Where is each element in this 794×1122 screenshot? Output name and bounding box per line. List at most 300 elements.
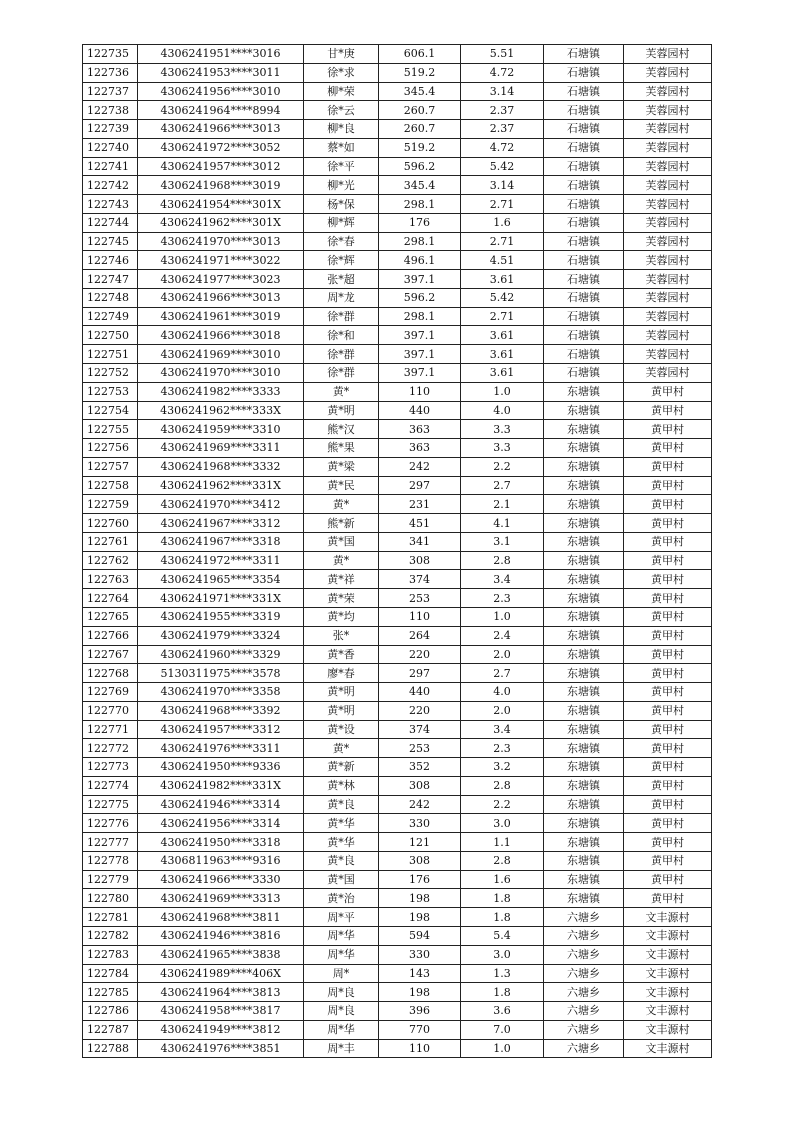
cell-id-number: 4306241977****3023 <box>138 270 304 289</box>
cell-amount: 242 <box>379 457 461 476</box>
cell-amount: 253 <box>379 589 461 608</box>
cell-village: 文丰源村 <box>624 945 712 964</box>
cell-name: 黄*梁 <box>304 457 379 476</box>
cell-village: 文丰源村 <box>624 908 712 927</box>
cell-amount: 397.1 <box>379 326 461 345</box>
cell-name: 徐*平 <box>304 157 379 176</box>
cell-value: 7.0 <box>461 1020 544 1039</box>
cell-town: 六塘乡 <box>544 964 624 983</box>
cell-village: 芙蓉园村 <box>624 195 712 214</box>
cell-amount: 298.1 <box>379 232 461 251</box>
cell-id-number: 4306241982****331X <box>138 776 304 795</box>
cell-village: 芙蓉园村 <box>624 213 712 232</box>
cell-row-id: 122774 <box>83 776 138 795</box>
cell-name: 徐*春 <box>304 232 379 251</box>
cell-village: 黄甲村 <box>624 551 712 570</box>
cell-amount: 260.7 <box>379 101 461 120</box>
cell-value: 2.3 <box>461 739 544 758</box>
cell-amount: 198 <box>379 908 461 927</box>
cell-name: 黄*明 <box>304 701 379 720</box>
cell-id-number: 4306241950****9336 <box>138 758 304 777</box>
cell-value: 3.61 <box>461 270 544 289</box>
cell-row-id: 122788 <box>83 1039 138 1058</box>
cell-town: 东塘镇 <box>544 439 624 458</box>
cell-town: 六塘乡 <box>544 1039 624 1058</box>
cell-town: 石塘镇 <box>544 232 624 251</box>
cell-town: 六塘乡 <box>544 983 624 1002</box>
cell-id-number: 4306241959****3310 <box>138 420 304 439</box>
cell-row-id: 122786 <box>83 1002 138 1021</box>
cell-id-number: 4306241957****3312 <box>138 720 304 739</box>
cell-name: 周*良 <box>304 1002 379 1021</box>
cell-id-number: 4306241970****3412 <box>138 495 304 514</box>
cell-amount: 298.1 <box>379 195 461 214</box>
cell-amount: 594 <box>379 926 461 945</box>
cell-row-id: 122749 <box>83 307 138 326</box>
cell-row-id: 122758 <box>83 476 138 495</box>
table-row <box>83 983 712 1002</box>
cell-village: 芙蓉园村 <box>624 157 712 176</box>
cell-id-number: 4306241969****3311 <box>138 439 304 458</box>
cell-village: 黄甲村 <box>624 720 712 739</box>
cell-value: 2.37 <box>461 120 544 139</box>
table-row <box>83 870 712 889</box>
cell-value: 1.8 <box>461 889 544 908</box>
cell-amount: 363 <box>379 439 461 458</box>
cell-value: 3.4 <box>461 570 544 589</box>
cell-village: 芙蓉园村 <box>624 270 712 289</box>
cell-village: 文丰源村 <box>624 1039 712 1058</box>
cell-value: 2.3 <box>461 589 544 608</box>
cell-village: 黄甲村 <box>624 476 712 495</box>
cell-name: 黄*均 <box>304 607 379 626</box>
cell-row-id: 122776 <box>83 814 138 833</box>
table-row <box>83 607 712 626</box>
cell-row-id: 122757 <box>83 457 138 476</box>
cell-value: 1.6 <box>461 213 544 232</box>
table-row <box>83 101 712 120</box>
cell-amount: 253 <box>379 739 461 758</box>
cell-village: 芙蓉园村 <box>624 288 712 307</box>
cell-id-number: 4306241972****3311 <box>138 551 304 570</box>
cell-id-number: 4306241967****3312 <box>138 514 304 533</box>
cell-value: 2.71 <box>461 307 544 326</box>
cell-village: 文丰源村 <box>624 964 712 983</box>
table-row <box>83 382 712 401</box>
cell-town: 东塘镇 <box>544 870 624 889</box>
cell-village: 芙蓉园村 <box>624 307 712 326</box>
cell-row-id: 122777 <box>83 833 138 852</box>
cell-amount: 110 <box>379 382 461 401</box>
cell-village: 芙蓉园村 <box>624 326 712 345</box>
cell-name: 黄*国 <box>304 870 379 889</box>
cell-village: 黄甲村 <box>624 683 712 702</box>
cell-id-number: 4306241962****301X <box>138 213 304 232</box>
cell-amount: 264 <box>379 626 461 645</box>
cell-name: 黄*明 <box>304 683 379 702</box>
table-row <box>83 401 712 420</box>
cell-value: 1.6 <box>461 870 544 889</box>
cell-value: 2.71 <box>461 232 544 251</box>
cell-village: 芙蓉园村 <box>624 138 712 157</box>
table-row <box>83 758 712 777</box>
cell-village: 黄甲村 <box>624 382 712 401</box>
cell-amount: 374 <box>379 570 461 589</box>
cell-town: 东塘镇 <box>544 607 624 626</box>
cell-amount: 231 <box>379 495 461 514</box>
cell-village: 黄甲村 <box>624 589 712 608</box>
cell-name: 黄*香 <box>304 645 379 664</box>
cell-id-number: 4306241968****3332 <box>138 457 304 476</box>
table-row <box>83 926 712 945</box>
cell-value: 2.1 <box>461 495 544 514</box>
cell-town: 东塘镇 <box>544 514 624 533</box>
table-row <box>83 1020 712 1039</box>
cell-row-id: 122746 <box>83 251 138 270</box>
cell-amount: 110 <box>379 607 461 626</box>
cell-id-number: 4306241957****3012 <box>138 157 304 176</box>
cell-village: 芙蓉园村 <box>624 45 712 64</box>
cell-row-id: 122784 <box>83 964 138 983</box>
cell-value: 4.0 <box>461 683 544 702</box>
cell-row-id: 122783 <box>83 945 138 964</box>
cell-value: 5.42 <box>461 288 544 307</box>
table-body <box>83 45 712 1058</box>
cell-amount: 121 <box>379 833 461 852</box>
cell-town: 东塘镇 <box>544 551 624 570</box>
cell-amount: 198 <box>379 889 461 908</box>
cell-row-id: 122759 <box>83 495 138 514</box>
cell-id-number: 4306241979****3324 <box>138 626 304 645</box>
cell-id-number: 4306241953****3011 <box>138 63 304 82</box>
cell-value: 3.4 <box>461 720 544 739</box>
cell-value: 2.2 <box>461 457 544 476</box>
cell-name: 黄* <box>304 495 379 514</box>
cell-name: 熊*新 <box>304 514 379 533</box>
cell-town: 石塘镇 <box>544 45 624 64</box>
cell-row-id: 122773 <box>83 758 138 777</box>
cell-name: 徐*群 <box>304 364 379 383</box>
cell-value: 1.8 <box>461 983 544 1002</box>
cell-amount: 110 <box>379 1039 461 1058</box>
cell-row-id: 122753 <box>83 382 138 401</box>
cell-name: 周*平 <box>304 908 379 927</box>
cell-town: 东塘镇 <box>544 814 624 833</box>
cell-id-number: 4306241968****3392 <box>138 701 304 720</box>
table-row <box>83 739 712 758</box>
cell-amount: 308 <box>379 851 461 870</box>
cell-name: 黄*民 <box>304 476 379 495</box>
cell-amount: 596.2 <box>379 157 461 176</box>
cell-id-number: 4306241954****301X <box>138 195 304 214</box>
cell-value: 2.0 <box>461 645 544 664</box>
cell-name: 周*华 <box>304 926 379 945</box>
table-row <box>83 889 712 908</box>
cell-row-id: 122735 <box>83 45 138 64</box>
cell-name: 徐*群 <box>304 307 379 326</box>
cell-value: 2.8 <box>461 776 544 795</box>
cell-town: 石塘镇 <box>544 101 624 120</box>
cell-amount: 397.1 <box>379 270 461 289</box>
cell-amount: 297 <box>379 664 461 683</box>
cell-name: 柳*荣 <box>304 82 379 101</box>
table-row <box>83 514 712 533</box>
cell-value: 1.3 <box>461 964 544 983</box>
cell-row-id: 122771 <box>83 720 138 739</box>
cell-amount: 220 <box>379 701 461 720</box>
cell-row-id: 122737 <box>83 82 138 101</box>
cell-amount: 440 <box>379 683 461 702</box>
cell-amount: 220 <box>379 645 461 664</box>
cell-town: 东塘镇 <box>544 683 624 702</box>
cell-id-number: 4306241955****3319 <box>138 607 304 626</box>
cell-id-number: 4306241966****3013 <box>138 120 304 139</box>
cell-village: 芙蓉园村 <box>624 82 712 101</box>
cell-id-number: 4306241956****3314 <box>138 814 304 833</box>
cell-id-number: 4306811963****9316 <box>138 851 304 870</box>
cell-village: 黄甲村 <box>624 701 712 720</box>
cell-town: 东塘镇 <box>544 795 624 814</box>
cell-name: 周*丰 <box>304 1039 379 1058</box>
cell-name: 黄*治 <box>304 889 379 908</box>
cell-name: 周*龙 <box>304 288 379 307</box>
cell-value: 3.3 <box>461 439 544 458</box>
cell-town: 东塘镇 <box>544 570 624 589</box>
table-row <box>83 138 712 157</box>
cell-value: 2.0 <box>461 701 544 720</box>
cell-town: 东塘镇 <box>544 589 624 608</box>
cell-amount: 176 <box>379 870 461 889</box>
cell-id-number: 4306241970****3010 <box>138 364 304 383</box>
cell-row-id: 122769 <box>83 683 138 702</box>
cell-value: 3.3 <box>461 420 544 439</box>
cell-town: 石塘镇 <box>544 63 624 82</box>
cell-value: 3.1 <box>461 532 544 551</box>
cell-row-id: 122765 <box>83 607 138 626</box>
cell-name: 黄*祥 <box>304 570 379 589</box>
cell-town: 东塘镇 <box>544 382 624 401</box>
cell-id-number: 4306241971****331X <box>138 589 304 608</box>
cell-village: 黄甲村 <box>624 851 712 870</box>
cell-town: 六塘乡 <box>544 1002 624 1021</box>
table-row <box>83 195 712 214</box>
table-row <box>83 345 712 364</box>
cell-row-id: 122772 <box>83 739 138 758</box>
cell-amount: 345.4 <box>379 82 461 101</box>
cell-row-id: 122763 <box>83 570 138 589</box>
cell-name: 柳*良 <box>304 120 379 139</box>
cell-row-id: 122747 <box>83 270 138 289</box>
table-row <box>83 157 712 176</box>
cell-village: 文丰源村 <box>624 926 712 945</box>
cell-amount: 770 <box>379 1020 461 1039</box>
cell-village: 芙蓉园村 <box>624 251 712 270</box>
table-row <box>83 851 712 870</box>
cell-id-number: 4306241972****3052 <box>138 138 304 157</box>
cell-value: 2.8 <box>461 851 544 870</box>
table-row <box>83 532 712 551</box>
cell-name: 甘*庚 <box>304 45 379 64</box>
table-row <box>83 833 712 852</box>
cell-value: 3.6 <box>461 1002 544 1021</box>
cell-id-number: 4306241968****3019 <box>138 176 304 195</box>
cell-value: 3.61 <box>461 326 544 345</box>
table-row <box>83 364 712 383</box>
cell-amount: 330 <box>379 945 461 964</box>
cell-town: 六塘乡 <box>544 908 624 927</box>
cell-value: 2.37 <box>461 101 544 120</box>
cell-town: 石塘镇 <box>544 82 624 101</box>
cell-row-id: 122748 <box>83 288 138 307</box>
table-row <box>83 589 712 608</box>
table-row <box>83 570 712 589</box>
cell-amount: 297 <box>379 476 461 495</box>
cell-village: 芙蓉园村 <box>624 232 712 251</box>
cell-row-id: 122770 <box>83 701 138 720</box>
cell-value: 3.0 <box>461 945 544 964</box>
cell-value: 2.7 <box>461 664 544 683</box>
cell-town: 东塘镇 <box>544 476 624 495</box>
cell-row-id: 122743 <box>83 195 138 214</box>
cell-name: 黄* <box>304 551 379 570</box>
cell-town: 东塘镇 <box>544 420 624 439</box>
cell-row-id: 122768 <box>83 664 138 683</box>
cell-amount: 519.2 <box>379 63 461 82</box>
cell-id-number: 4306241962****331X <box>138 476 304 495</box>
table-row <box>83 232 712 251</box>
cell-row-id: 122761 <box>83 532 138 551</box>
cell-amount: 397.1 <box>379 345 461 364</box>
cell-amount: 308 <box>379 551 461 570</box>
cell-name: 蔡*如 <box>304 138 379 157</box>
cell-town: 石塘镇 <box>544 345 624 364</box>
cell-value: 2.2 <box>461 795 544 814</box>
cell-town: 东塘镇 <box>544 851 624 870</box>
cell-value: 3.2 <box>461 758 544 777</box>
cell-row-id: 122755 <box>83 420 138 439</box>
table-row <box>83 495 712 514</box>
cell-village: 黄甲村 <box>624 495 712 514</box>
table-row <box>83 213 712 232</box>
cell-name: 黄*华 <box>304 833 379 852</box>
table-row <box>83 645 712 664</box>
cell-row-id: 122779 <box>83 870 138 889</box>
table-row <box>83 701 712 720</box>
cell-value: 1.0 <box>461 382 544 401</box>
table-row <box>83 288 712 307</box>
cell-amount: 440 <box>379 401 461 420</box>
table-row <box>83 63 712 82</box>
cell-town: 石塘镇 <box>544 120 624 139</box>
cell-value: 2.4 <box>461 626 544 645</box>
cell-town: 东塘镇 <box>544 495 624 514</box>
cell-value: 3.61 <box>461 364 544 383</box>
table-row <box>83 439 712 458</box>
table-row <box>83 908 712 927</box>
cell-village: 黄甲村 <box>624 457 712 476</box>
cell-name: 熊*果 <box>304 439 379 458</box>
cell-name: 徐*云 <box>304 101 379 120</box>
cell-name: 黄*良 <box>304 851 379 870</box>
cell-name: 黄*林 <box>304 776 379 795</box>
cell-town: 石塘镇 <box>544 157 624 176</box>
cell-name: 黄*荣 <box>304 589 379 608</box>
cell-amount: 396 <box>379 1002 461 1021</box>
table-row <box>83 457 712 476</box>
cell-town: 东塘镇 <box>544 758 624 777</box>
cell-id-number: 4306241966****3018 <box>138 326 304 345</box>
cell-name: 徐*群 <box>304 345 379 364</box>
cell-town: 东塘镇 <box>544 701 624 720</box>
cell-village: 文丰源村 <box>624 1002 712 1021</box>
table-row <box>83 307 712 326</box>
cell-value: 4.72 <box>461 138 544 157</box>
cell-id-number: 4306241969****3010 <box>138 345 304 364</box>
cell-value: 3.61 <box>461 345 544 364</box>
cell-name: 徐*求 <box>304 63 379 82</box>
cell-row-id: 122764 <box>83 589 138 608</box>
cell-row-id: 122782 <box>83 926 138 945</box>
cell-name: 周*华 <box>304 1020 379 1039</box>
cell-value: 4.1 <box>461 514 544 533</box>
cell-id-number: 4306241946****3816 <box>138 926 304 945</box>
cell-row-id: 122740 <box>83 138 138 157</box>
cell-village: 芙蓉园村 <box>624 101 712 120</box>
cell-amount: 397.1 <box>379 364 461 383</box>
cell-village: 芙蓉园村 <box>624 345 712 364</box>
cell-amount: 176 <box>379 213 461 232</box>
cell-amount: 198 <box>379 983 461 1002</box>
cell-id-number: 4306241970****3013 <box>138 232 304 251</box>
cell-id-number: 4306241966****3330 <box>138 870 304 889</box>
cell-town: 六塘乡 <box>544 926 624 945</box>
table-row <box>83 1039 712 1058</box>
cell-amount: 298.1 <box>379 307 461 326</box>
cell-town: 石塘镇 <box>544 176 624 195</box>
cell-town: 东塘镇 <box>544 401 624 420</box>
cell-id-number: 4306241976****3851 <box>138 1039 304 1058</box>
cell-amount: 345.4 <box>379 176 461 195</box>
cell-id-number: 4306241965****3838 <box>138 945 304 964</box>
cell-name: 黄*国 <box>304 532 379 551</box>
cell-name: 黄*华 <box>304 814 379 833</box>
cell-id-number: 4306241960****3329 <box>138 645 304 664</box>
cell-amount: 330 <box>379 814 461 833</box>
cell-id-number: 4306241961****3019 <box>138 307 304 326</box>
cell-id-number: 4306241964****3813 <box>138 983 304 1002</box>
cell-row-id: 122756 <box>83 439 138 458</box>
table-row <box>83 326 712 345</box>
table-row <box>83 476 712 495</box>
cell-town: 东塘镇 <box>544 833 624 852</box>
cell-id-number: 4306241968****3811 <box>138 908 304 927</box>
cell-row-id: 122780 <box>83 889 138 908</box>
table-row <box>83 795 712 814</box>
cell-row-id: 122785 <box>83 983 138 1002</box>
cell-village: 黄甲村 <box>624 664 712 683</box>
cell-row-id: 122750 <box>83 326 138 345</box>
cell-row-id: 122766 <box>83 626 138 645</box>
table-row <box>83 420 712 439</box>
cell-name: 张*超 <box>304 270 379 289</box>
cell-id-number: 4306241976****3311 <box>138 739 304 758</box>
cell-value: 2.8 <box>461 551 544 570</box>
cell-row-id: 122752 <box>83 364 138 383</box>
cell-town: 东塘镇 <box>544 626 624 645</box>
table-row <box>83 551 712 570</box>
cell-village: 黄甲村 <box>624 514 712 533</box>
cell-value: 1.1 <box>461 833 544 852</box>
